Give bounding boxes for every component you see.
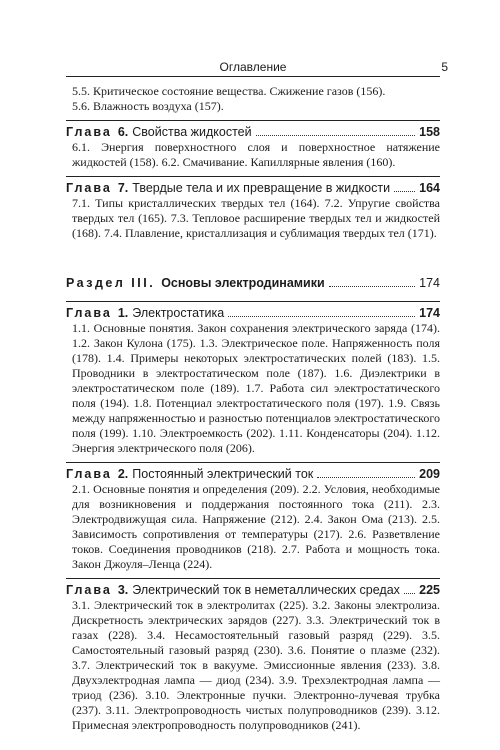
chapter-page: 174	[419, 306, 440, 320]
chapter-title: Твердые тела и их превращение в жидкости	[132, 181, 391, 195]
chapter-title: Постоянный электрический ток	[132, 467, 314, 481]
leader-dots	[329, 286, 415, 287]
chapter-number: 2.	[117, 467, 129, 481]
leader-dots	[394, 191, 415, 192]
chapter-page: 158	[419, 125, 440, 139]
chapter-page: 225	[419, 583, 440, 597]
chapter-7	[66, 176, 440, 241]
chapter-title: Электрический ток в неметаллических средах	[132, 583, 400, 597]
chapter-heading	[66, 305, 440, 321]
toc-content	[66, 84, 440, 733]
section-label: Раздел III.	[66, 276, 156, 290]
chapter-contents: 7.1. Типы кристаллических твердых тел (164). 7.2. Упругие свойства твердых тел (165). 7.3. Тепловое расширение твердых тел и жидкостей (168). 7.4. Плавление, кристаллизация и сублимация твердых тел (171).	[72, 196, 440, 240]
chapter-label: Глава	[66, 467, 112, 481]
chapter-heading	[66, 466, 440, 482]
chapter-page: 209	[419, 467, 440, 481]
chapter-label: Глава	[66, 125, 112, 139]
chapter-number: 1.	[117, 306, 129, 320]
chapter-heading	[66, 124, 440, 140]
section-title: Основы электродинамики	[161, 276, 325, 290]
leader-dots	[228, 316, 415, 317]
chapter-3	[66, 578, 440, 733]
chapter-contents: 2.1. Основные понятия и определения (209). 2.2. Условия, необходимые для возникновения и поддержания постоянного тока (211). 2.3. Электродвижущая сила. Напряжение (212). 2.4. Закон Ома (213). 2.5. Зависимость сопротивления от температуры (217). 2.6. Разветвление токов. Соединения проводников (218). 2.7. Работа и мощность тока. Закон Джоуля–Ленца (224).	[72, 482, 440, 571]
chapter-label: Глава	[66, 583, 112, 597]
chapter-contents: 3.1. Электрический ток в электролитах (225). 3.2. Законы электролиза. Дискретность электрических зарядов (227). 3.3. Электрический ток в газах (228). 3.4. Несамостоятельный газовый разряд (229). 3.5. Самостоятельный газовый разряд (230). 3.6. Понятие о плазме (232). 3.7. Электрический ток в вакууме. Эмиссионные явления (233). 3.8. Двухэлектродная лампа — диод (234). 3.9. Трехэлектродная лампа — триод (236). 3.10. Электронные пучки. Электронно-лучевая трубка (237). 3.11. Электропроводность чистых полупроводников (239). 3.12. Примесная электропроводность полупроводников (241).	[72, 598, 440, 732]
leader-dots	[256, 135, 416, 136]
leader-dots	[404, 593, 415, 594]
leader-dots	[317, 477, 415, 478]
running-header	[66, 56, 448, 77]
chapter-title: Электростатика	[132, 306, 225, 320]
header-title: Оглавление	[219, 60, 287, 74]
chapter-number: 7.	[117, 181, 129, 195]
chapter-contents: 1.1. Основные понятия. Закон сохранения электрического заряда (174). 1.2. Закон Кулона (175). 1.3. Электрическое поле. Напряженность поля (178). 1.4. Примеры некоторых электростатических полей (183). 1.5. Проводники в электростатическом поле (187). 1.6. Диэлектрики в электростатическом поле (189). 1.7. Работа сил электростатического поля (194). 1.8. Потенциал электростатического поля (197). 1.9. Связь между напряженностью и разностью потенциалов электростатического поля (199). 1.10. Электроемкость (202). 1.11. Конденсаторы (204). 1.12. Энергия электрического поля (206).	[72, 321, 440, 455]
section-page: 174	[419, 276, 440, 290]
chapter-heading	[66, 180, 440, 196]
section-heading	[66, 275, 440, 291]
chapter-page: 164	[419, 181, 440, 195]
toc-entry: 5.6. Влажность воздуха (157).	[72, 99, 224, 113]
toc-entry: 5.5. Критическое состояние вещества. Сжижение газов (156).	[72, 84, 386, 98]
chapter-label: Глава	[66, 181, 112, 195]
chapter-number: 3.	[117, 583, 129, 597]
chapter-heading	[66, 582, 440, 598]
chapter-number: 6.	[117, 125, 129, 139]
chapter-title: Свойства жидкостей	[132, 125, 252, 139]
chapter-label: Глава	[66, 306, 112, 320]
chapter-6	[66, 120, 440, 170]
page-number: 5	[441, 60, 448, 74]
chapter-1	[66, 301, 440, 456]
chapter-contents: 6.1. Энергия поверхностного слоя и поверхностное натяжение жидкостей (158). 6.2. Смачивание. Капиллярные явления (160).	[72, 140, 440, 169]
top-entries	[72, 84, 440, 114]
chapter-2	[66, 462, 440, 572]
